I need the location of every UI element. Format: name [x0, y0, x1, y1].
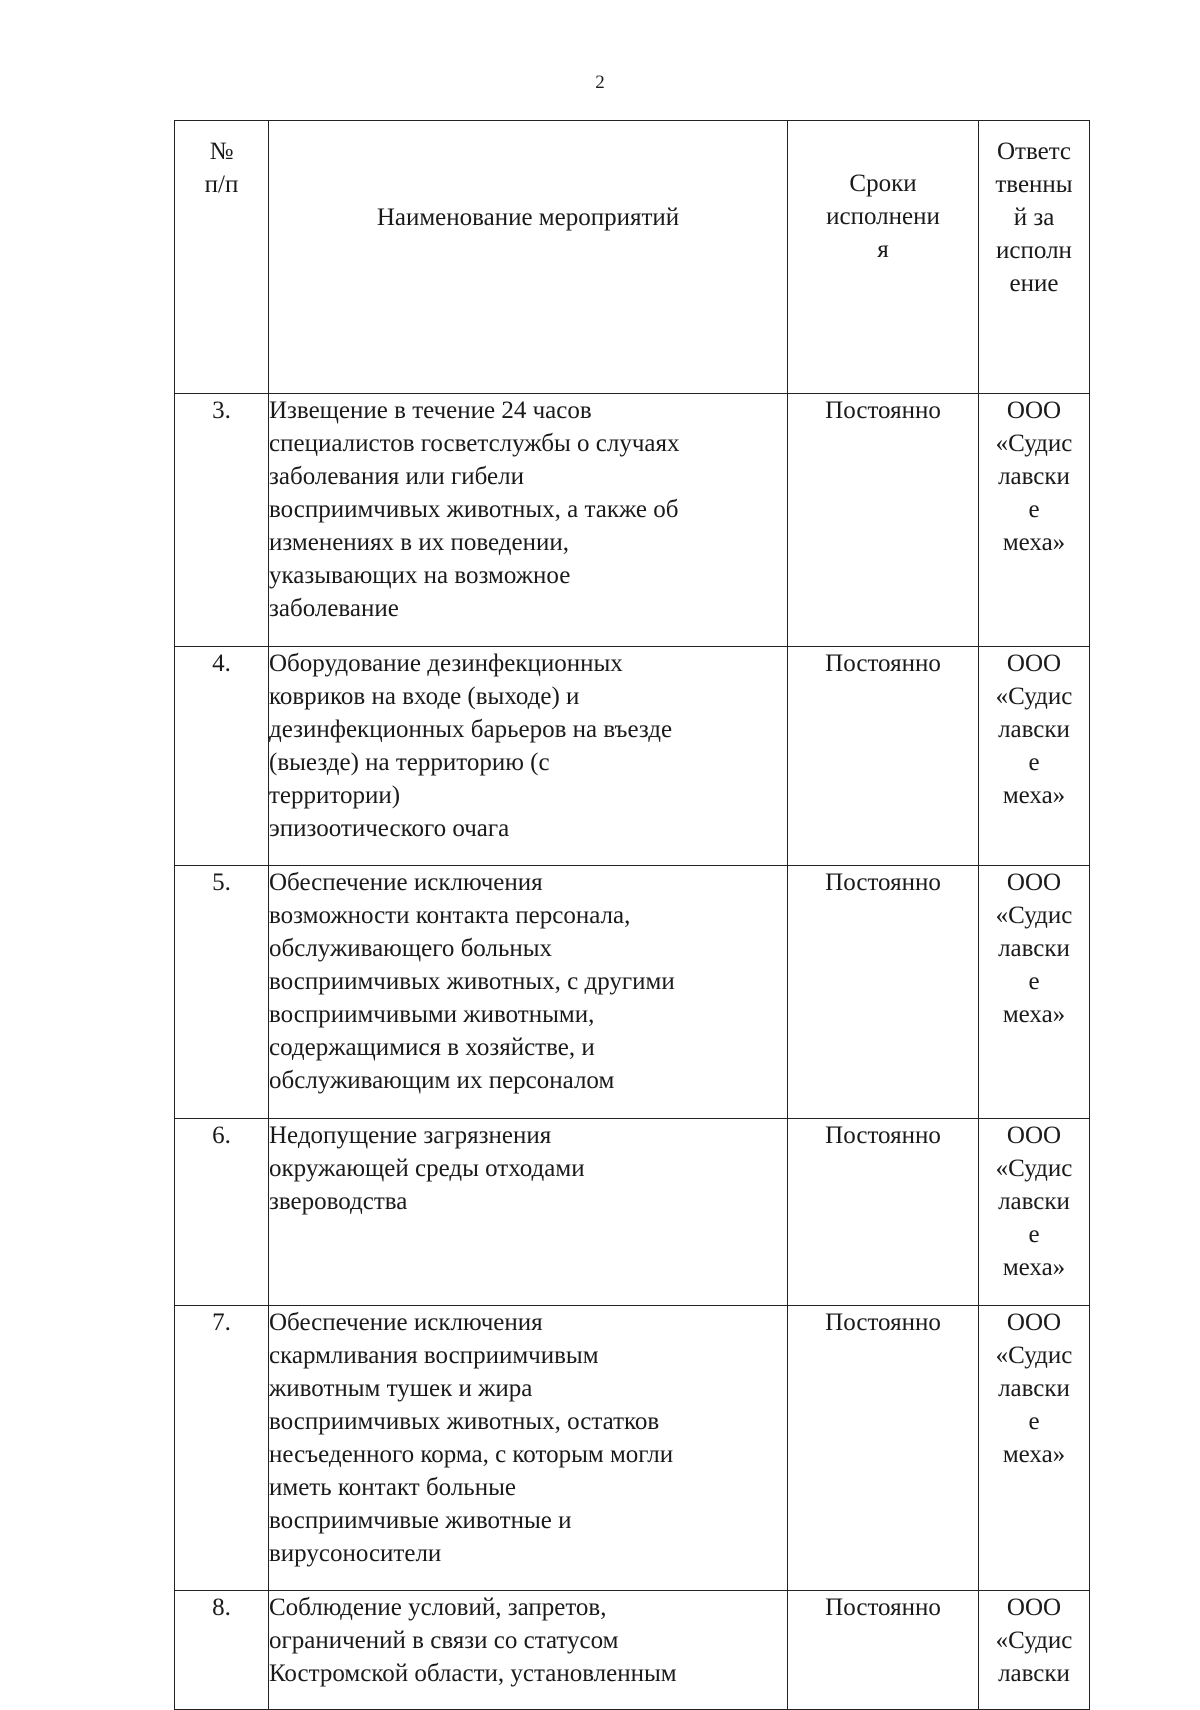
header-number-line: п/п [204, 171, 239, 198]
measure-line: восприимчивыми животными, [269, 1001, 595, 1028]
measure-line: звероводства [269, 1188, 408, 1215]
responsible-line: е [1028, 496, 1040, 523]
responsible-line: лавски [998, 1660, 1070, 1687]
responsible-line: меха» [1002, 1254, 1066, 1281]
deadline: Постоянно [788, 394, 979, 647]
deadline: Постоянно [788, 1119, 979, 1306]
responsible-line: меха» [1002, 1441, 1066, 1468]
responsible-line: «Судис [995, 1627, 1073, 1654]
measure-line: указывающих на возможное [269, 562, 571, 589]
responsible-line: е [1028, 1221, 1040, 1248]
table-row [175, 394, 1090, 647]
measure-line: территории) [269, 782, 401, 809]
responsible-line: ООО [1006, 397, 1062, 424]
responsible-line: е [1028, 1408, 1040, 1435]
responsible-line: ООО [1006, 1122, 1062, 1149]
measure-line: восприимчивых животных, с другими [269, 968, 675, 995]
measure-name [269, 1306, 788, 1591]
measure-line: возможности контакта персонала, [269, 902, 631, 929]
measure-line: заболевания или гибели [269, 463, 524, 490]
responsible [979, 1306, 1090, 1591]
measure-line: заболевание [269, 595, 399, 622]
measure-line: окружающей среды отходами [269, 1155, 585, 1182]
responsible-line: меха» [1002, 529, 1066, 556]
responsible-line: меха» [1002, 782, 1066, 809]
responsible-line: «Судис [995, 1342, 1073, 1369]
measure-name [269, 1119, 788, 1306]
measure-line: ограничений в связи со статусом [269, 1627, 619, 1654]
responsible-line: лавски [998, 716, 1070, 743]
table-row [175, 1306, 1090, 1591]
measure-line: (выезде) на территорию (с [269, 749, 550, 776]
responsible-line: «Судис [995, 902, 1073, 929]
table-row [175, 866, 1090, 1119]
measure-line: Извещение в течение 24 часов [269, 397, 592, 424]
measure-line: эпизоотического очага [269, 815, 510, 842]
row-number: 4. [175, 647, 269, 866]
responsible-line: ООО [1006, 1594, 1062, 1621]
header-deadline-line: я [877, 236, 889, 263]
header-responsible-line: ение [1009, 270, 1059, 297]
responsible [979, 394, 1090, 647]
measure-line: иметь контакт больные [269, 1474, 516, 1501]
responsible-line: «Судис [995, 1155, 1073, 1182]
measure-name [269, 647, 788, 866]
responsible [979, 1119, 1090, 1306]
measure-line: обслуживающего больных [269, 935, 553, 962]
page-number: 2 [595, 72, 605, 93]
responsible-line: лавски [998, 1375, 1070, 1402]
deadline: Постоянно [788, 1306, 979, 1591]
measure-line: несъеденного корма, с которым могли [269, 1441, 674, 1468]
responsible-line: меха» [1002, 1001, 1066, 1028]
responsible-line: ООО [1006, 1309, 1062, 1336]
measure-line: изменениях в их поведении, [269, 529, 569, 556]
measure-line: обслуживающим их персоналом [269, 1067, 615, 1094]
row-number: 8. [175, 1591, 269, 1710]
header-responsible [979, 121, 1090, 394]
measure-name [269, 866, 788, 1119]
measure-line: ковриков на входе (выходе) и [269, 683, 580, 710]
header-responsible-line: й за [1013, 204, 1055, 231]
measure-line: содержащимися в хозяйстве, и [269, 1034, 595, 1061]
deadline: Постоянно [788, 647, 979, 866]
measures-table [174, 120, 1090, 1710]
header-measure-name: Наименование мероприятий [269, 121, 788, 394]
responsible-line: е [1028, 968, 1040, 995]
responsible-line: е [1028, 749, 1040, 776]
measure-line: дезинфекционных барьеров на въезде [269, 716, 673, 743]
responsible-line: лавски [998, 1188, 1070, 1215]
measure-line: скармливания восприимчивым [269, 1342, 599, 1369]
measure-line: восприимчивые животные и [269, 1507, 572, 1534]
header-deadline-line: Сроки [849, 170, 917, 197]
table-row [175, 647, 1090, 866]
measure-name [269, 394, 788, 647]
measure-line: восприимчивых животных, остатков [269, 1408, 660, 1435]
table-header-row [175, 121, 1090, 394]
measure-name [269, 1591, 788, 1710]
measure-line: Обеспечение исключения [269, 869, 543, 896]
row-number: 3. [175, 394, 269, 647]
responsible-line: ООО [1006, 869, 1062, 896]
measure-line: Оборудование дезинфекционных [269, 650, 623, 677]
responsible [979, 647, 1090, 866]
header-responsible-line: исполн [996, 237, 1072, 264]
responsible-line: лавски [998, 463, 1070, 490]
row-number: 7. [175, 1306, 269, 1591]
measure-line: вирусоносители [269, 1540, 442, 1567]
measure-line: Недопущение загрязнения [269, 1122, 552, 1149]
header-deadline-line: исполнени [826, 203, 940, 230]
row-number: 5. [175, 866, 269, 1119]
table-row [175, 1591, 1090, 1710]
row-number: 6. [175, 1119, 269, 1306]
measure-line: Обеспечение исключения [269, 1309, 543, 1336]
header-number-line: № [209, 138, 234, 165]
deadline: Постоянно [788, 1591, 979, 1710]
responsible-line: «Судис [995, 430, 1073, 457]
measure-line: специалистов госветслужбы о случаях [269, 430, 680, 457]
measure-line: Костромской области, установленным [269, 1660, 677, 1687]
measure-line: животным тушек и жира [269, 1375, 533, 1402]
responsible [979, 866, 1090, 1119]
header-responsible-line: твенны [995, 171, 1073, 198]
responsible [979, 1591, 1090, 1710]
header-responsible-line: Ответс [996, 138, 1072, 165]
deadline: Постоянно [788, 866, 979, 1119]
measure-line: восприимчивых животных, а также об [269, 496, 679, 523]
table-row [175, 1119, 1090, 1306]
measure-line: Соблюдение условий, запретов, [269, 1594, 607, 1621]
header-deadline [788, 121, 979, 394]
responsible-line: «Судис [995, 683, 1073, 710]
responsible-line: ООО [1006, 650, 1062, 677]
header-number [175, 121, 269, 394]
responsible-line: лавски [998, 935, 1070, 962]
